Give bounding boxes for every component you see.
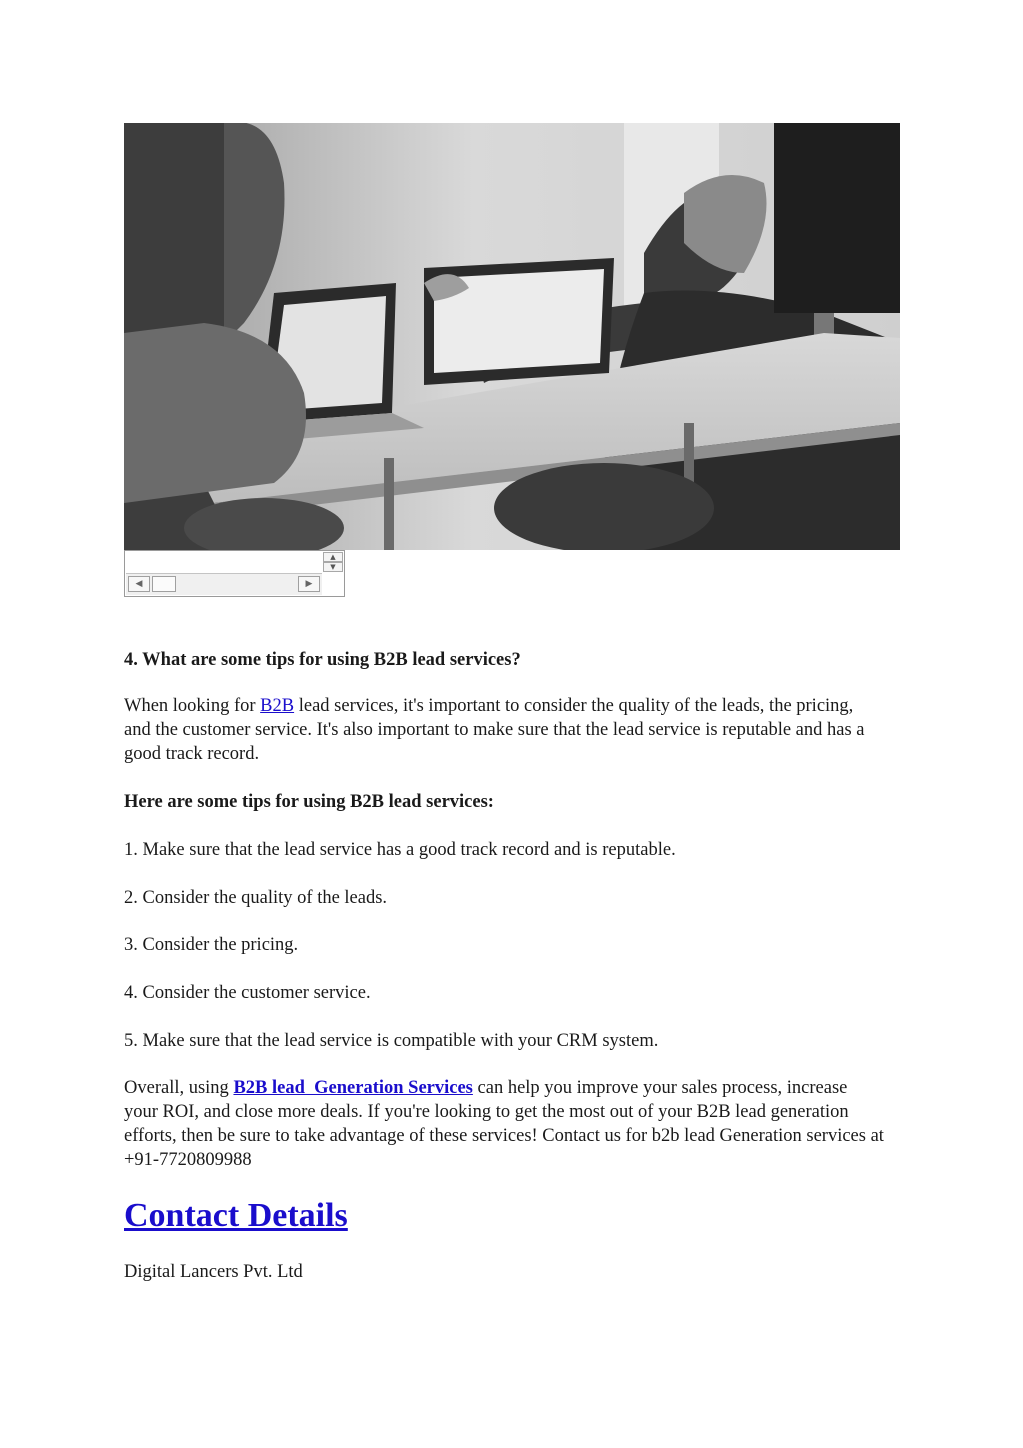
office-meeting-photo [124,123,900,550]
tip-item-3: 3. Consider the pricing. [124,935,299,955]
b2b-lead-generation-link[interactable]: B2B lead Generation Services [233,1078,473,1098]
b2b-link[interactable]: B2B [260,696,295,716]
arrow-right-icon[interactable]: ▶ [298,576,320,592]
tip-item-2: 2. Consider the quality of the leads. [124,888,388,908]
tip-item-4: 4. Consider the customer service. [124,983,371,1003]
scroll-widget[interactable] [124,550,345,597]
arrow-down-icon[interactable]: ▼ [323,562,343,572]
tip-item-5: 5. Make sure that the lead service is compatible with your CRM system. [124,1031,659,1051]
intro-text-before: When looking for [124,696,261,716]
scrollbar-thumb[interactable] [152,576,176,592]
tip-item-1: 1. Make sure that the lead service has a good track record and is reputable. [124,840,676,860]
overall-text-before: Overall, using [124,1078,234,1098]
tips-heading: Here are some tips for using B2B lead services: [124,792,494,812]
overall-text-after: can help you improve your sales process, increase your ROI, and close more deals. If you're looking to get the most out of your B2B lead generation efforts, then be sure to take advantage of these services! Contact us for b2b lead Generation services at +91-7720809988 [124,1078,884,1170]
section-heading: 4. What are some tips for using B2B lead services? [124,650,521,670]
intro-paragraph [124,694,884,766]
company-name: Digital Lancers Pvt. Ltd [124,1262,303,1282]
photo-illustration [124,123,900,550]
contact-details-heading[interactable] [124,1194,348,1238]
horizontal-scrollbar[interactable] [126,573,322,595]
intro-text-after: lead services, it's important to consider the quality of the leads, the pricing, and the customer service. It's also important to make sure that the lead service is reputable and has a good track record. [124,696,865,764]
contact-details-link[interactable]: Contact Details [124,1197,348,1234]
arrow-left-icon[interactable]: ◀ [128,576,150,592]
arrow-up-icon[interactable]: ▲ [323,552,343,562]
overall-paragraph [124,1076,884,1172]
